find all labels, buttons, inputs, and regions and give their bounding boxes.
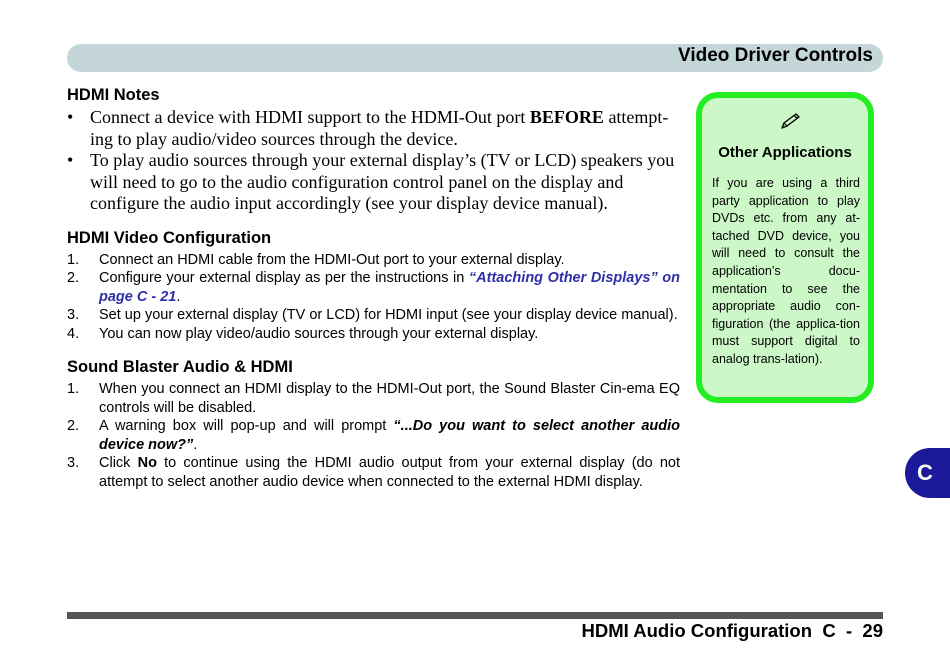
main-content bbox=[67, 85, 680, 491]
sound-blaster-steps bbox=[67, 380, 680, 491]
step-item bbox=[67, 417, 680, 454]
step-item bbox=[67, 380, 680, 417]
sidebar-text: If you are using a third party application to play DVDs etc. from any at-tached DVD device, you will need to consult the application’s docu-mentation to see the appropriate audio con-figuration (the applica-tion must support digital to analog trans-lation). bbox=[712, 176, 860, 366]
step-item bbox=[67, 269, 680, 306]
step-text: Set up your external display (TV or LCD) for HDMI input (see your display device manual). bbox=[99, 307, 678, 323]
step-number: 2. bbox=[67, 418, 80, 434]
hdmi-notes-section bbox=[67, 85, 680, 215]
list-item bbox=[67, 150, 680, 215]
step-number: 1. bbox=[67, 251, 80, 268]
step-text: Configure your external display as per the instructions in bbox=[99, 270, 469, 286]
chapter-tab[interactable]: C bbox=[905, 448, 950, 498]
list-item bbox=[67, 107, 680, 150]
step-text: When you connect an HDMI display to the HDMI-Out port, the Sound Blaster Cin-ema EQ controls will be disabled. bbox=[99, 381, 680, 416]
page-footer bbox=[582, 620, 883, 642]
bullet-marker: • bbox=[67, 150, 74, 170]
bullet-text: Connect a device with HDMI support to the HDMI-Out port bbox=[90, 107, 530, 127]
video-config-steps bbox=[67, 251, 680, 344]
emphasis-before: BEFORE bbox=[529, 107, 604, 127]
hdmi-notes-heading: HDMI Notes bbox=[67, 86, 160, 104]
step-number: 2. bbox=[67, 270, 80, 286]
sound-blaster-section bbox=[67, 357, 680, 491]
step-number: 1. bbox=[67, 381, 80, 397]
step-item bbox=[67, 306, 680, 325]
step-number: 3. bbox=[67, 307, 80, 323]
footer-divider bbox=[67, 612, 883, 619]
video-config-heading: HDMI Video Configuration bbox=[67, 228, 272, 247]
no-button-label: No bbox=[137, 455, 157, 471]
step-item bbox=[67, 251, 680, 270]
footer-section-title: HDMI Audio Configuration bbox=[581, 620, 813, 641]
page-number: C - 29 bbox=[822, 620, 883, 641]
step-item bbox=[67, 454, 680, 491]
step-text: A warning box will pop-up and will prompt bbox=[99, 418, 394, 434]
bullet-text: To play audio sources through your external display’s (TV or LCD) speakers you will need to go to the audio configuration control panel on the display and configure the audio input accordingly (see your display device manual). bbox=[90, 150, 675, 213]
step-text: Connect an HDMI cable from the HDMI-Out port to your external display. bbox=[99, 251, 565, 268]
attaching-other-displays-link[interactable]: “Attaching Other Displays” on page C - 21 bbox=[99, 270, 680, 305]
prompt-quote: “...Do you want to select another audio device now?” bbox=[99, 418, 681, 453]
video-config-section bbox=[67, 228, 680, 344]
page-header-title: Video Driver Controls bbox=[678, 45, 873, 66]
other-applications-note bbox=[696, 92, 874, 403]
step-item bbox=[67, 325, 680, 344]
step-text: You can now play video/audio sources through your external display. bbox=[99, 325, 539, 342]
sidebar-title: Other Applications bbox=[718, 144, 852, 161]
hdmi-notes-list bbox=[67, 107, 680, 215]
pencil-icon bbox=[779, 112, 801, 130]
step-text: Click bbox=[99, 455, 138, 471]
step-text-end: . bbox=[193, 436, 198, 453]
sound-blaster-heading: Sound Blaster Audio & HDMI bbox=[67, 358, 293, 376]
step-number: 3. bbox=[67, 455, 80, 471]
bullet-marker: • bbox=[67, 107, 74, 127]
bullet-text-continued: attempt-ing to play audio/video sources through the device. bbox=[90, 107, 669, 149]
step-text-end: . bbox=[176, 288, 181, 305]
step-text-end: to continue using the HDMI audio output from your external display (do not attempt to select another audio device when connected to the external HDMI display. bbox=[99, 455, 680, 490]
step-number: 4. bbox=[67, 325, 80, 342]
